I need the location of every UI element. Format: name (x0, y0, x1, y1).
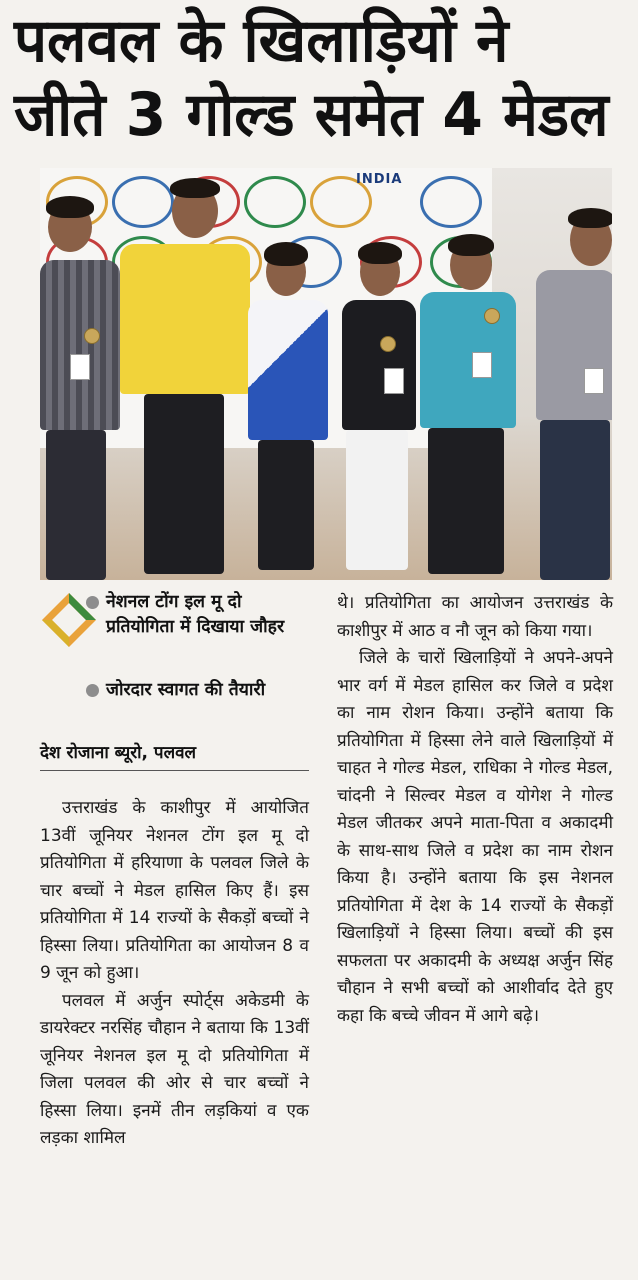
byline-divider (40, 770, 309, 771)
headline (14, 4, 624, 152)
news-photo (40, 168, 612, 580)
highlight-item-2: जोरदार स्वागत की तैयारी (106, 678, 306, 703)
headline-line-1: पलवल के खिलाड़ियों ने (14, 6, 509, 76)
backdrop-india-text: INDIA (356, 172, 403, 187)
article-paragraph: जिले के चारों खिलाड़ियों ने अपने-अपने भार वर्ग में मेडल हासिल कर जिले व प्रदेश का नाम रोशन किया। उन्होंने बताया कि प्रतियोगिता में हिस्सा लेने वाले खिलाड़ियों में चाहत ने गोल्ड मेडल, राधिका ने गोल्ड मेडल, चांदनी ने सिल्वर मेडल व योगेश ने गोल्ड मेडल जीतकर अपने माता-पिता व अकादमी के साथ-साथ जिले व प्रदेश का नाम रोशन किया है। उन्होंने बताया कि इस नेशनल प्रतियोगिता में देश के 14 राज्यों के सैकड़ों खिलाड़ियों ने हिस्सा लिया। बच्चों की इस सफलता पर अकादमी के अध्यक्ष अर्जुन सिंह चौहान ने सभी बच्चों को आशीर्वाद देते हुए कहा कि बच्चे जीवन में आगे बढ़े। (337, 648, 613, 1026)
highlights-box (40, 586, 309, 736)
article-paragraph: उत्तराखंड के काशीपुर में आयोजित 13वीं जूनियर नेशनल टोंग इल मू दो प्रतियोगिता में हरियाणा के पलवल जिले के चार बच्चों ने मेडल हासिल किए हैं। इस प्रतियोगिता में 14 राज्यों के सैकड़ों बच्चों ने हिस्सा लिया। प्रतियोगिता का आयोजन 8 व 9 जून को हुआ। (40, 798, 309, 983)
article-column-left (40, 795, 309, 1153)
bullet-dot-icon (86, 684, 99, 697)
article-paragraph: पलवल में अर्जुन स्पोर्ट्स अकेडमी के डायरेक्टर नरसिंह चौहान ने बताया कि 13वीं जूनियर नेशनल इल मू दो प्रतियोगिता में जिला पलवल की ओर से चार बच्चों ने हिस्सा लिया। इनमें तीन लड़कियां व एक लड़का शामिल (40, 990, 309, 1148)
bullet-dot-icon (86, 596, 99, 609)
article-paragraph: थे। प्रतियोगिता का आयोजन उत्तराखंड के काशीपुर में आठ व नौ जून को किया गया। (337, 593, 613, 641)
byline: देश रोजाना ब्यूरो, पलवल (40, 743, 197, 763)
highlight-item-1: नेशनल टोंग इल मू दो प्रतियोगिता में दिखाया जौहर (106, 590, 306, 640)
headline-line-2: जीते 3 गोल्ड समेत 4 मेडल (14, 80, 609, 150)
article-column-right (337, 590, 613, 1030)
